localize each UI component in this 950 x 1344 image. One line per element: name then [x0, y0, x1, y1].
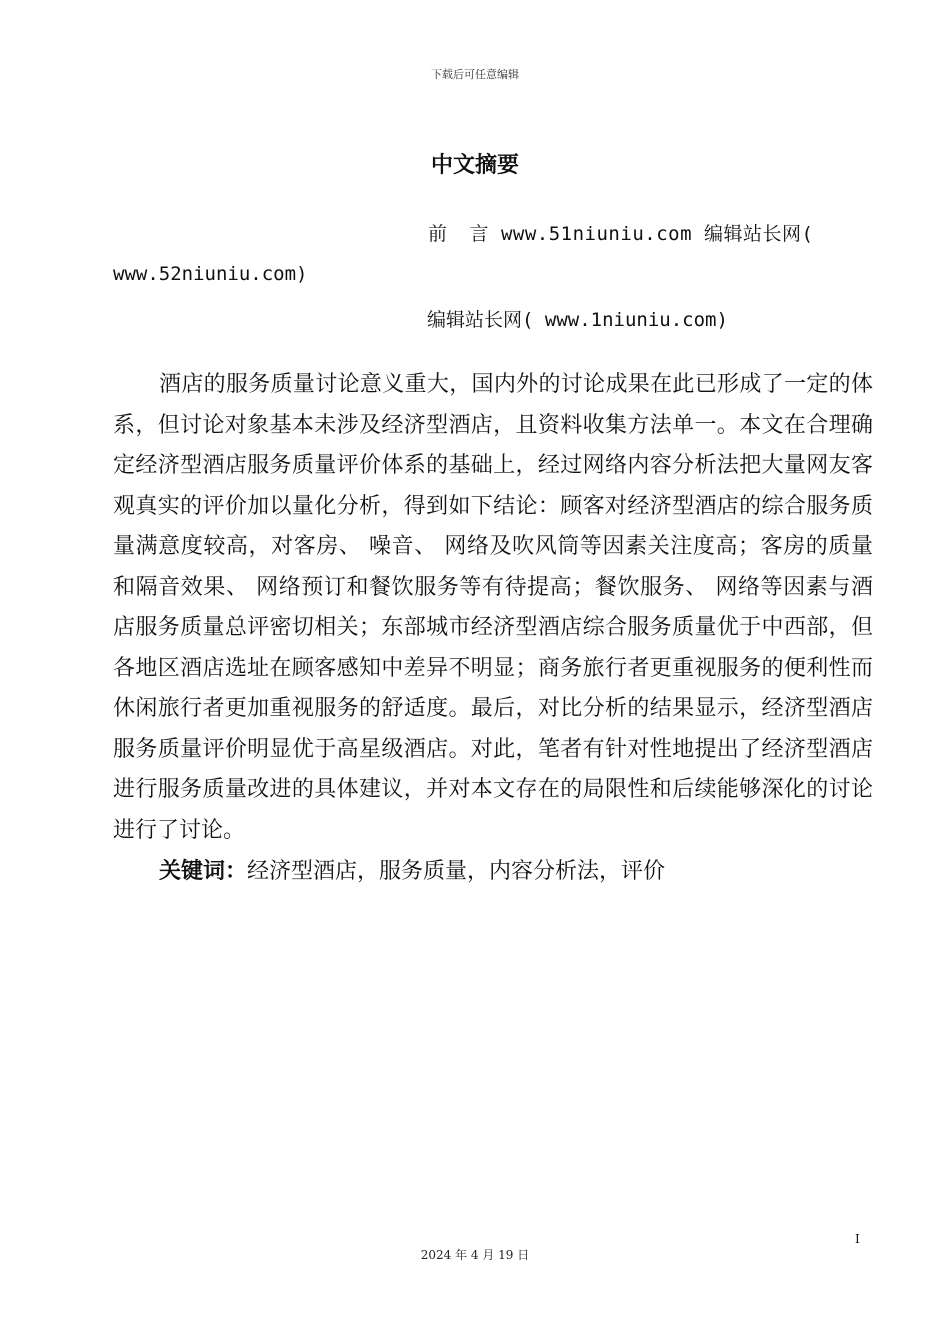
- keywords-value: 经济型酒店，服务质量，内容分析法，评价: [247, 859, 666, 884]
- abstract-paragraph: 酒店的服务质量讨论意义重大，国内外的讨论成果在此已形成了一定的体系，但讨论对象基本未涉及经济型酒店，且资料收集方法单一。本文在合理确定经济型酒店服务质量评价体系的基础上，经过网络内容分析法把大量网友客观真实的评价加以量化分析，得到如下结论：顾客对经济型酒店的综合服务质量满意度较高，对客房、 噪音、 网络及吹风筒等因素关注度高；客房的质量和隔音效果、 网络预订和餐饮服务等有待提高；餐饮服务、 网络等因素与酒店服务质量总评密切相关；东部城市经济型酒店综合服务质量优于中西部，但各地区酒店选址在顾客感知中差异不明显；商务旅行者更重视服务的便利性而休闲旅行者更加重视服务的舒适度。最后，对比分析的结果显示，经济型酒店服务质量评价明显优于高星级酒店。对此，笔者有针对性地提出了经济型酒店进行服务质量改进的具体建议，并对本文存在的局限性和后续能够深化的讨论进行了讨论。: [113, 372, 873, 843]
- foreword-line-2: www.52niuniu.com): [113, 263, 308, 285]
- foreword-line-1: [428, 219, 868, 246]
- foreword-line-3: 编辑站长网( www.1niuniu.com): [427, 309, 728, 331]
- page-number: I: [855, 1232, 860, 1246]
- keywords-line: [159, 852, 665, 892]
- keywords-label: 关键词：: [159, 859, 248, 884]
- foreword-label-part-2: 言: [469, 223, 490, 245]
- page-title: 中文摘要: [430, 153, 519, 178]
- page-header: 下载后可任意编辑: [431, 68, 519, 81]
- page-footer-date: 2024 年 4 月 19 日: [420, 1248, 530, 1262]
- foreword-line-1-rest: www.51niuniu.com 编辑站长网(: [500, 223, 814, 245]
- foreword-label-part-1: 前: [428, 223, 448, 245]
